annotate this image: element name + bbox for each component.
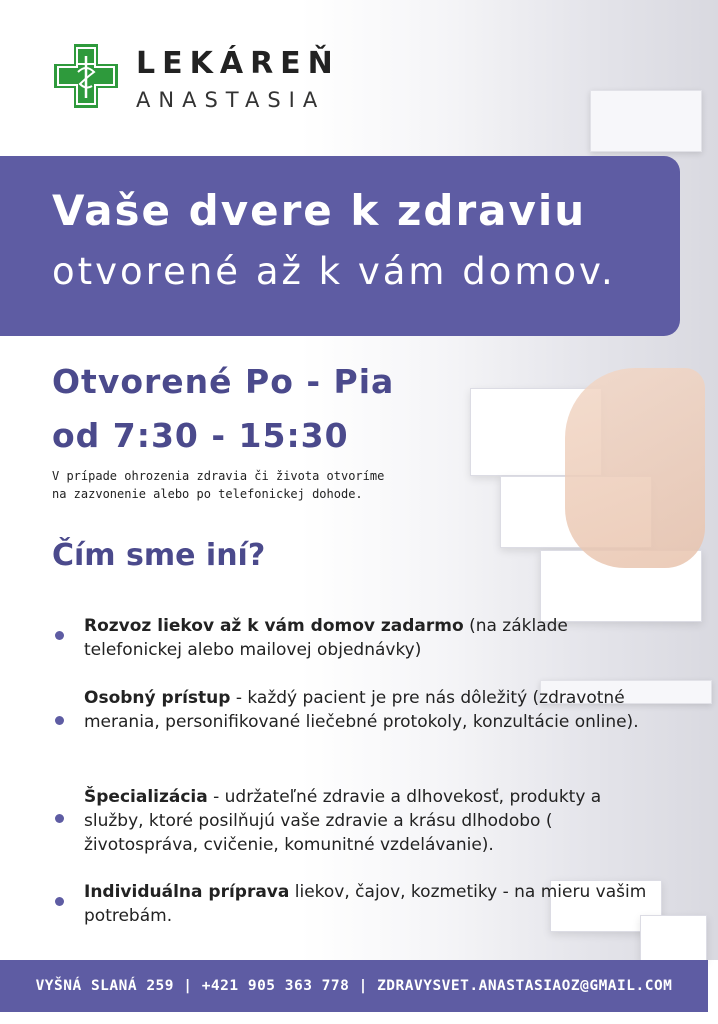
feature-text: liekov, čajov, kozmetiky - na mieru vašim potrebám. <box>84 882 647 926</box>
headline-line2: otvorené až k vám domov. <box>52 250 616 293</box>
feature-text: - udržateľné zdravie a dlhovekosť, produkty a služby, ktoré posilňujú vaše zdravie a krásu dlhodobo ( životospráva, cvičenie, komunitné vzdelávanie). <box>84 787 602 855</box>
bullet-dot <box>55 897 64 906</box>
brand-subname: ANASTASIA <box>136 88 326 112</box>
emergency-note: V prípade ohrozenia zdravia či života otvoríme na zazvonenie alebo po telefonickej dohode. <box>52 469 385 501</box>
feature-item <box>84 614 654 662</box>
features-heading: Čím sme iní? <box>52 538 266 573</box>
contact-text: VYŠNÁ SLANÁ 259 | +421 905 363 778 | ZDRAVYSVET.ANASTASIAOZ@GMAIL.COM <box>35 978 673 994</box>
bullet-dot <box>55 716 64 725</box>
feature-title: Rozvoz liekov až k vám domov zadarmo <box>84 616 464 636</box>
feature-text: (na základe telefonickej alebo mailovej objednávky) <box>84 616 568 660</box>
feature-title: Individuálna príprava <box>84 882 290 902</box>
bullet-dot <box>55 814 64 823</box>
brand-name: LEKÁREŇ <box>136 46 340 81</box>
headline-banner <box>0 156 680 336</box>
shelf-1 <box>590 90 702 152</box>
opening-hours: od 7:30 - 15:30 <box>52 416 349 455</box>
feature-text: - každý pacient je pre nás dôležitý (zdravotné merania, personifikované liečebné protokoly, konzultácie online). <box>84 688 639 732</box>
feature-item <box>84 880 654 928</box>
opening-days: Otvorené Po - Pia <box>52 362 395 401</box>
feature-item <box>84 686 654 734</box>
feature-item <box>84 785 654 857</box>
headline-line1: Vaše dvere k zdraviu <box>52 186 587 235</box>
feature-title: Osobný prístup <box>84 688 231 708</box>
feature-title: Špecializácia <box>84 787 208 807</box>
pharmacy-cross-icon <box>52 42 120 110</box>
contact-footer <box>0 960 708 1012</box>
bullet-dot <box>55 631 64 640</box>
hand-image <box>565 368 705 568</box>
